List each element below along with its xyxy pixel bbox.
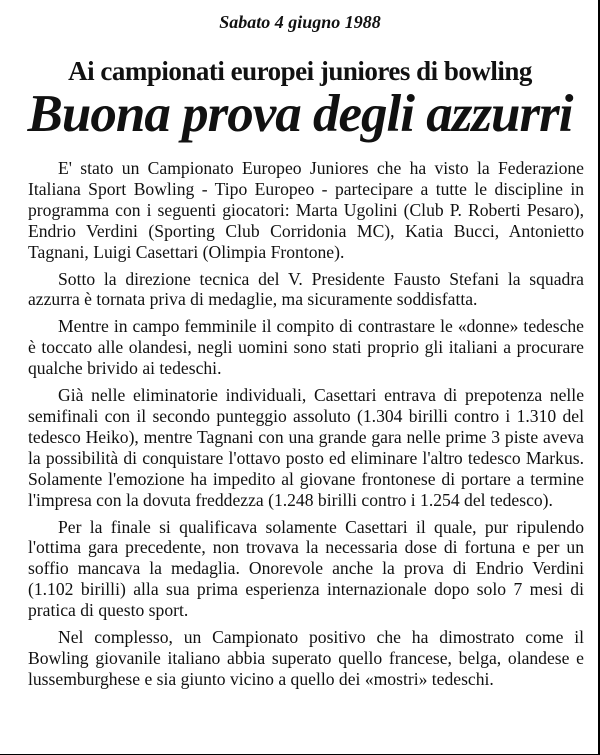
- article-paragraph: Per la finale si qualificava solamente Casettari il quale, pur ripulendo l'ottima gara precedente, non trovava la necessaria dose di fortuna e per un soffio mancava la medaglia. Onorevole anche la prova di Endrio Verdini (1.102 birilli) alla sua prima esperienza internazionale dopo solo 7 mesi di pratica di questo sport.: [28, 516, 584, 621]
- article-headline: Buona prova degli azzurri: [27, 85, 573, 143]
- article-body: [28, 158, 584, 696]
- article-kicker: Ai campionati europei juniores di bowling: [68, 56, 532, 86]
- article-paragraph: Nel complesso, un Campionato positivo che ha dimostrato come il Bowling giovanile italiano abbia superato quello francese, belga, olandese e lussemburghese e sia giunto vicino a quello dei «mostri» tedeschi.: [28, 627, 584, 689]
- article-paragraph: E' stato un Campionato Europeo Juniores che ha visto la Federazione Italiana Sport Bowling - Tipo Europeo - partecipare a tutte le discipline in programma con i seguenti giocatori: Marta Ugolini (Club P. Roberti Pesaro), Endrio Verdini (Sporting Club Corridonia MC), Katia Bucci, Antonietto Tagnani, Luigi Casettari (Olimpia Frontone).: [28, 158, 584, 262]
- article-paragraph: Sotto la direzione tecnica del V. Presidente Fausto Stefani la squadra azzurra è tornata priva di medaglie, ma sicuramente soddisfatta.: [28, 268, 584, 310]
- article-paragraph: Già nelle eliminatorie individuali, Casettari entrava di prepotenza nelle semifinali con il secondo punteggio assoluto (1.304 birilli contro i 1.310 del tedesco Heiko), mentre Tagnani con una grande gara nelle prime 3 piste aveva la possibilità di conquistare l'ottavo posto ed eliminare l'altro tedesco Markus. Solamente l'emozione ha impedito al giovane frontonese di portare a termine l'impresa con la dovuta freddezza (1.248 birilli contro i 1.254 del tedesco).: [28, 385, 584, 510]
- article-date: Sabato 4 giugno 1988: [219, 12, 381, 32]
- article-paragraph: Mentre in campo femminile il compito di contrastare le «donne» tedesche è toccato alle olandesi, negli uomini sono stati proprio gli italiani a procurare qualche brivido ai tedeschi.: [28, 316, 584, 379]
